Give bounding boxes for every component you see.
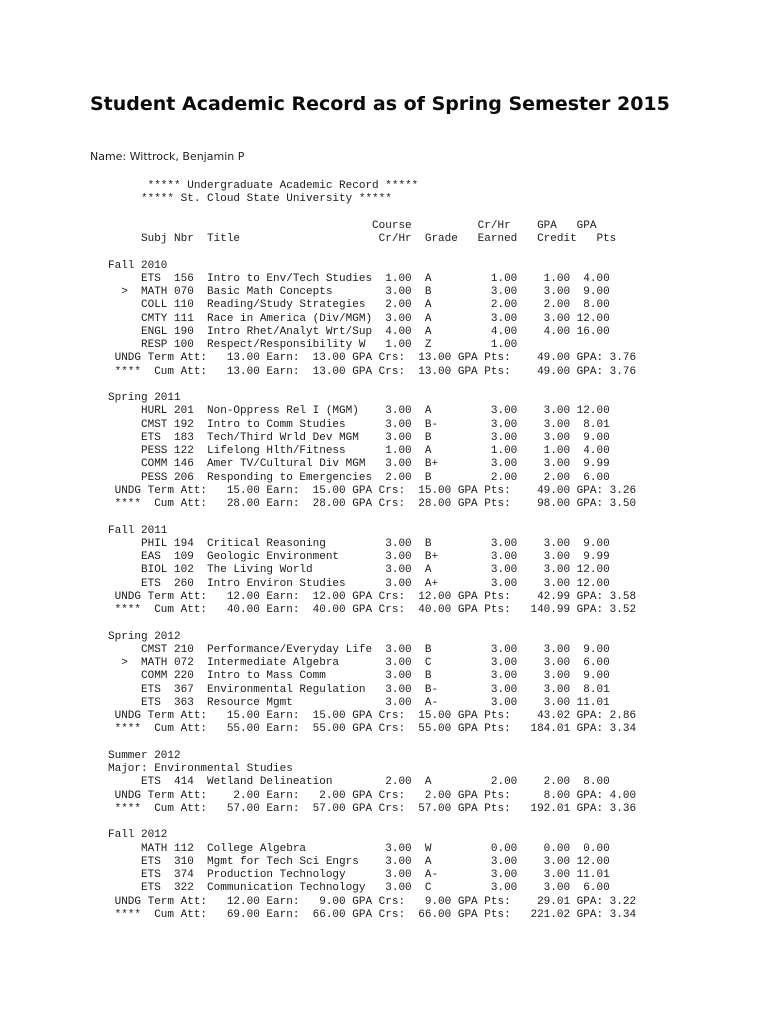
record-line: ETS 156 Intro to Env/Tech Studies 1.00 A 1.00 1.00 4.00 (108, 272, 610, 285)
page-title: Student Academic Record as of Spring Semester 2015 (90, 93, 670, 115)
record-line: ETS 374 Production Technology 3.00 A- 3.00 3.00 11.01 (108, 869, 610, 881)
record-line: ETS 183 Tech/Third Wrld Dev MGM 3.00 B 3.00 3.00 9.00 (108, 431, 610, 444)
student-name: Name: Wittrock, Benjamin P (90, 150, 245, 163)
blank-line (108, 207, 636, 220)
record-line: ETS 310 Mgmt for Tech Sci Engrs 3.00 A 3.00 3.00 12.00 (108, 855, 610, 868)
record-line: Major: Environmental Studies (108, 763, 293, 775)
record-line: ETS 363 Resource Mgmt 3.00 A- 3.00 3.00 11.01 (108, 696, 610, 709)
record-line: CMST 192 Intro to Comm Studies 3.00 B- 3.00 3.00 8.01 (108, 418, 610, 431)
blank-line (108, 816, 636, 829)
record-line: ETS 260 Intro Environ Studies 3.00 A+ 3.00 3.00 12.00 (108, 577, 610, 590)
record-line: ***** Undergraduate Academic Record ***** (108, 180, 419, 192)
record-line: EAS 109 Geologic Environment 3.00 B+ 3.00 3.00 9.99 (108, 551, 610, 563)
blank-line (108, 617, 636, 630)
record-line: BIOL 102 The Living World 3.00 A 3.00 3.00 12.00 (108, 564, 610, 577)
record-line: **** Cum Att: 28.00 Earn: 28.00 GPA Crs: 28.00 GPA Pts: 98.00 GPA: 3.50 (108, 498, 637, 510)
record-line: COLL 110 Reading/Study Strategies 2.00 A 2.00 2.00 8.00 (108, 299, 610, 312)
record-line: **** Cum Att: 40.00 Earn: 40.00 GPA Crs: 40.00 GPA Pts: 140.99 GPA: 3.52 (108, 604, 637, 616)
record-line: Fall 2012 (108, 829, 168, 842)
record-line: CMTY 111 Race in America (Div/MGM) 3.00 A 3.00 3.00 12.00 (108, 312, 610, 325)
record-line: HURL 201 Non-Oppress Rel I (MGM) 3.00 A 3.00 3.00 12.00 (108, 405, 610, 418)
record-line: PESS 122 Lifelong Hlth/Fitness 1.00 A 1.00 1.00 4.00 (108, 445, 610, 457)
record-line: Spring 2011 (108, 392, 181, 404)
record-line: ENGL 190 Intro Rhet/Analyt Wrt/Sup 4.00 A 4.00 4.00 16.00 (108, 325, 610, 338)
record-line: UNDG Term Att: 12.00 Earn: 12.00 GPA Crs: 12.00 GPA Pts: 42.99 GPA: 3.58 (108, 590, 637, 603)
record-line: Course Cr/Hr GPA GPA (108, 219, 597, 232)
record-line: COMM 220 Intro to Mass Comm 3.00 B 3.00 3.00 9.00 (108, 670, 610, 683)
blank-line (108, 511, 636, 524)
record-line: Spring 2012 (108, 630, 181, 643)
record-line: UNDG Term Att: 12.00 Earn: 9.00 GPA Crs: 9.00 GPA Pts: 29.01 GPA: 3.22 (108, 895, 637, 908)
record-line: UNDG Term Att: 15.00 Earn: 15.00 GPA Crs: 15.00 GPA Pts: 49.00 GPA: 3.26 (108, 484, 637, 497)
record-line: **** Cum Att: 69.00 Earn: 66.00 GPA Crs: 66.00 GPA Pts: 221.02 GPA: 3.34 (108, 908, 637, 921)
record-line: > MATH 072 Intermediate Algebra 3.00 C 3.00 3.00 6.00 (108, 657, 610, 669)
record-line: UNDG Term Att: 2.00 Earn: 2.00 GPA Crs: 2.00 GPA Pts: 8.00 GPA: 4.00 (108, 789, 637, 802)
record-line: CMST 210 Performance/Everyday Life 3.00 B 3.00 3.00 9.00 (108, 643, 610, 656)
record-line: **** Cum Att: 57.00 Earn: 57.00 GPA Crs: 57.00 GPA Pts: 192.01 GPA: 3.36 (108, 802, 637, 815)
record-line: ETS 367 Environmental Regulation 3.00 B- 3.00 3.00 8.01 (108, 683, 610, 696)
record-line: ETS 322 Communication Technology 3.00 C 3.00 3.00 6.00 (108, 882, 610, 895)
academic-record (108, 180, 636, 922)
record-line: PHIL 194 Critical Reasoning 3.00 B 3.00 3.00 9.00 (108, 537, 610, 550)
record-line: RESP 100 Respect/Responsibility W 1.00 Z 1.00 (108, 339, 518, 351)
record-line: Summer 2012 (108, 749, 181, 762)
record-line: Fall 2011 (108, 524, 168, 537)
record-line: > MATH 070 Basic Math Concepts 3.00 B 3.00 3.00 9.00 (108, 286, 610, 298)
record-line: Fall 2010 (108, 259, 168, 272)
blank-line (108, 737, 636, 750)
blank-line (108, 379, 636, 392)
record-line: ***** St. Cloud State University ***** (108, 193, 392, 206)
record-line: Subj Nbr Title Cr/Hr Grade Earned Credit Pts (108, 233, 617, 245)
record-line: MATH 112 College Algebra 3.00 W 0.00 0.00 0.00 (108, 842, 610, 855)
record-line: UNDG Term Att: 15.00 Earn: 15.00 GPA Crs: 15.00 GPA Pts: 43.02 GPA: 2.86 (108, 710, 637, 722)
record-line: **** Cum Att: 13.00 Earn: 13.00 GPA Crs: 13.00 GPA Pts: 49.00 GPA: 3.76 (108, 365, 637, 378)
record-line: **** Cum Att: 55.00 Earn: 55.00 GPA Crs: 55.00 GPA Pts: 184.01 GPA: 3.34 (108, 723, 637, 736)
record-line: ETS 414 Wetland Delineation 2.00 A 2.00 2.00 8.00 (108, 776, 610, 789)
blank-line (108, 246, 636, 259)
record-line: UNDG Term Att: 13.00 Earn: 13.00 GPA Crs: 13.00 GPA Pts: 49.00 GPA: 3.76 (108, 352, 637, 365)
record-line: COMM 146 Amer TV/Cultural Div MGM 3.00 B+ 3.00 3.00 9.99 (108, 458, 610, 471)
record-line: PESS 206 Responding to Emergencies 2.00 B 2.00 2.00 6.00 (108, 471, 610, 484)
